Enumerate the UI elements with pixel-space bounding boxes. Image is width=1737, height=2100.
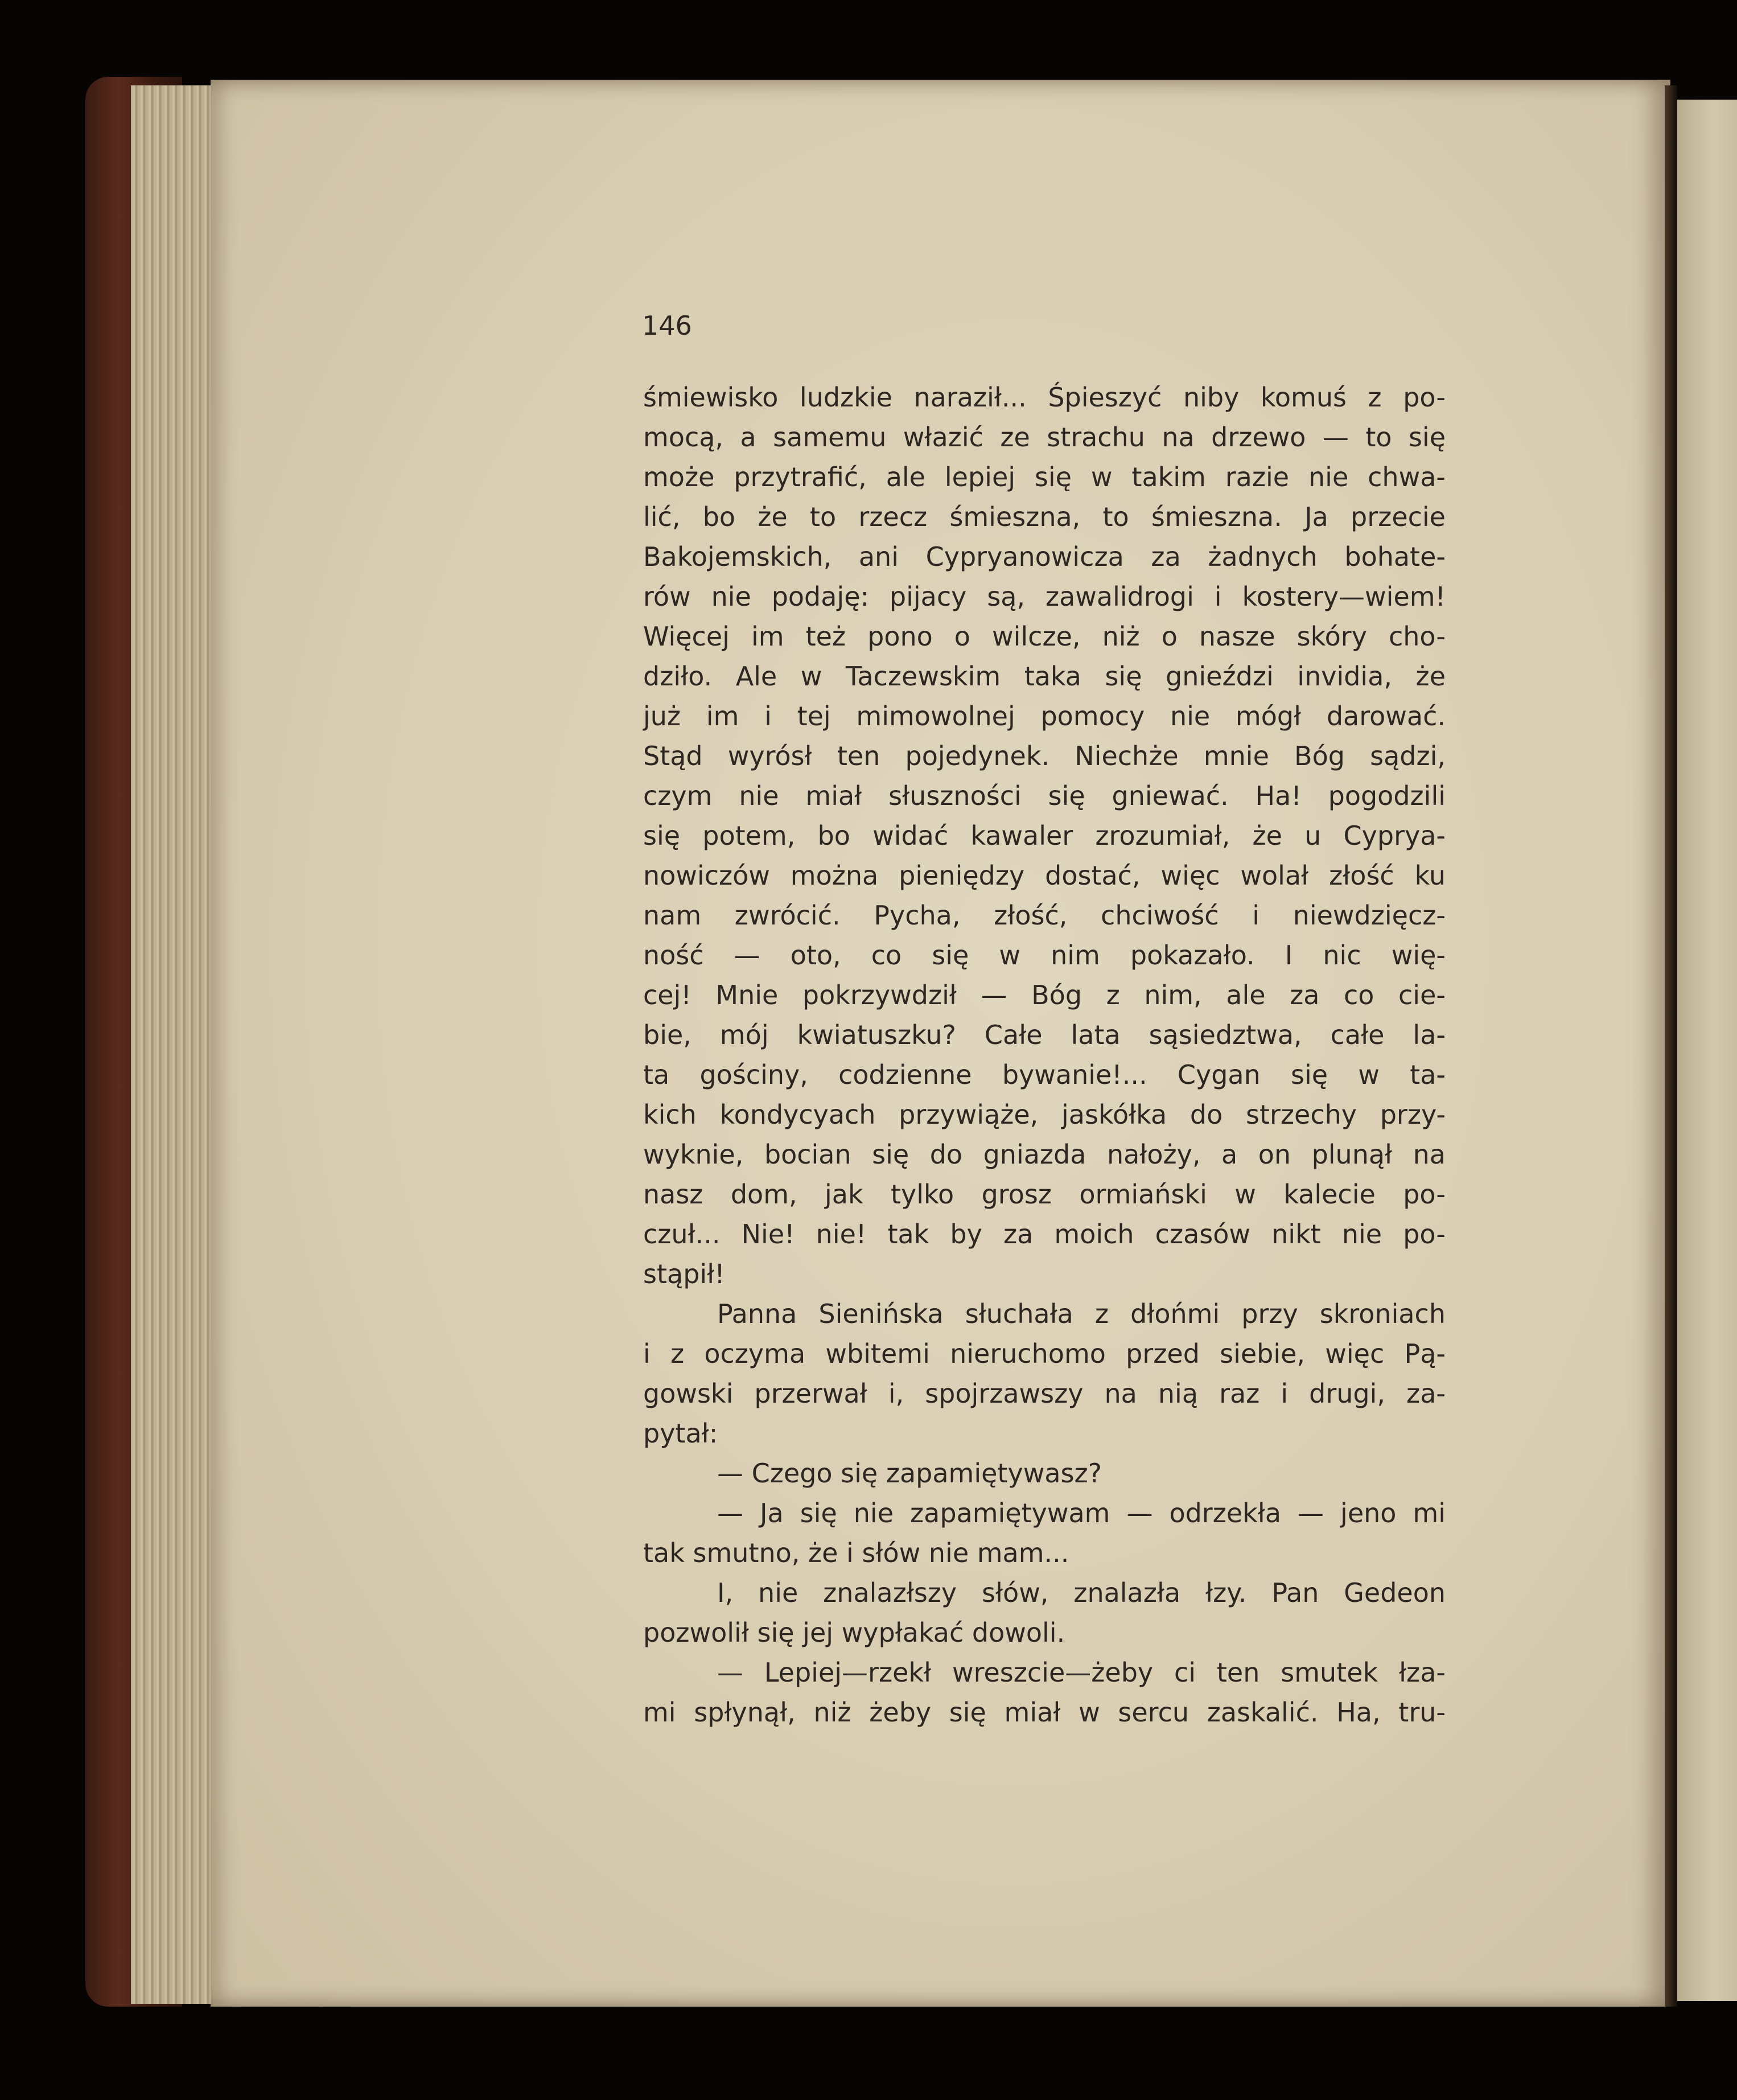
text-line: — Czego się zapamiętywasz? xyxy=(717,1458,1102,1489)
text-line: pozwolił się jej wypłakać dowoli. xyxy=(643,1617,1065,1648)
text-line: rów nie podaję: pijacy są, zawalidrogi i kostery—wiem! xyxy=(643,581,1446,612)
text-line: cej! Mnie pokrzywdził — Bóg z nim, ale za co cie- xyxy=(643,980,1446,1010)
text-line: mi spłynął, niż żeby się miał w sercu zaskalić. Ha, tru- xyxy=(643,1697,1446,1728)
facing-page-edge xyxy=(1677,100,1737,2001)
text-line: ność — oto, co się w nim pokazało. I nic wię- xyxy=(643,940,1446,971)
body-text xyxy=(643,377,1446,1732)
text-line: Więcej im też pono o wilcze, niż o nasze skóry cho- xyxy=(643,621,1446,652)
text-line: Bakojemskich, ani Cypryanowicza za żadnych bohate- xyxy=(643,541,1446,572)
text-line: dziło. Ale w Taczewskim taka się gnieździ invidia, że xyxy=(643,661,1446,692)
text-line: czuł... Nie! nie! tak by za moich czasów nikt nie po- xyxy=(643,1219,1446,1250)
text-line: Panna Sienińska słuchała z dłońmi przy skroniach xyxy=(717,1298,1446,1329)
page-stack-edge xyxy=(131,85,216,2004)
text-line: — Lepiej—rzekł wreszcie—żeby ci ten smutek łza- xyxy=(717,1657,1446,1688)
text-line: mocą, a samemu włazić ze strachu na drzewo — to się xyxy=(643,422,1446,453)
text-line: nam zwrócić. Pycha, złość, chciwość i niewdzięcz- xyxy=(643,900,1446,931)
text-line: Stąd wyrósł ten pojedynek. Niechże mnie Bóg sądzi, xyxy=(643,741,1446,771)
text-line: bie, mój kwiatuszku? Całe lata sąsiedztwa, całe la- xyxy=(643,1020,1446,1050)
text-line: tak smutno, że i słów nie mam... xyxy=(643,1538,1069,1568)
book-gutter xyxy=(1665,85,1677,2007)
text-line: nasz dom, jak tylko grosz ormiański w kalecie po- xyxy=(643,1179,1446,1210)
text-line: wyknie, bocian się do gniazda nałoży, a on plunął na xyxy=(643,1139,1446,1170)
text-line: — Ja się nie zapamiętywam — odrzekła — jeno mi xyxy=(717,1498,1446,1528)
text-line: nowiczów można pieniędzy dostać, więc wolał złość ku xyxy=(643,860,1446,891)
text-line: I, nie znalazłszy słów, znalazła łzy. Pan Gedeon xyxy=(717,1577,1446,1608)
text-line: już im i tej mimowolnej pomocy nie mógł darować. xyxy=(643,701,1446,731)
text-line: kich kondycyach przywiąże, jaskółka do strzechy przy- xyxy=(643,1099,1446,1130)
text-line: pytał: xyxy=(643,1418,718,1449)
text-line: gowski przerwał i, spojrzawszy na nią raz i drugi, za- xyxy=(643,1378,1446,1409)
text-line: czym nie miał słuszności się gniewać. Ha! pogodzili xyxy=(643,780,1446,811)
text-line: lić, bo że to rzecz śmieszna, to śmieszna. Ja przecie xyxy=(643,502,1446,532)
text-line: śmiewisko ludzkie naraził... Śpieszyć niby komuś z po- xyxy=(643,382,1446,413)
text-line: może przytrafić, ale lepiej się w takim razie nie chwa- xyxy=(643,462,1446,492)
text-line: i z oczyma wbitemi nieruchomo przed siebie, więc Pą- xyxy=(643,1338,1446,1369)
text-line: stąpił! xyxy=(643,1259,725,1289)
text-line: się potem, bo widać kawaler zrozumiał, że u Cyprya- xyxy=(643,820,1446,851)
page-number: 146 xyxy=(642,310,692,341)
text-line: ta gościny, codzienne bywanie!... Cygan się w ta- xyxy=(643,1059,1446,1090)
